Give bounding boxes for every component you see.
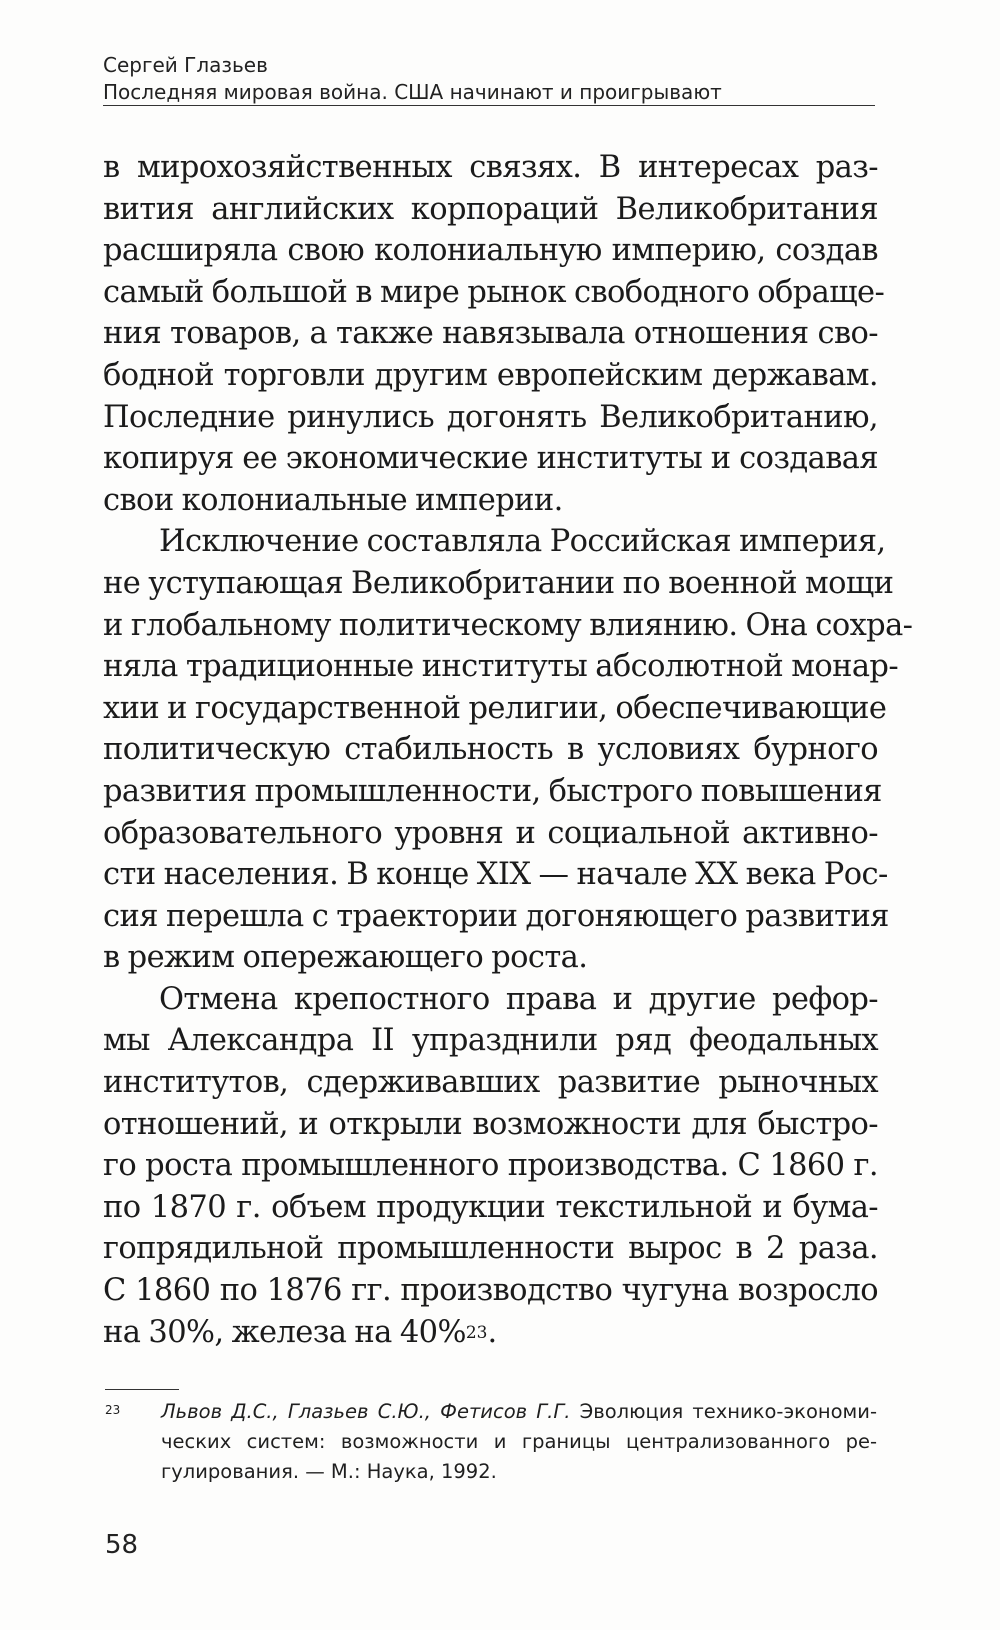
text-line-end: . [487, 1314, 497, 1350]
text-line-with-footnote [103, 1312, 878, 1354]
footnote-rule [105, 1389, 179, 1390]
footnote-number: 23 [105, 1403, 121, 1417]
text-line: не уступающая Великобритании по военной мощи [103, 565, 894, 601]
text-line: самый большой в мире рынок свободного обраще- [103, 274, 885, 310]
footnote-reference[interactable]: 23 [465, 1322, 488, 1343]
text-line: гопрядильной промышленности вырос в 2 раза. [103, 1231, 878, 1267]
text-line: бодной торговли другим европейским державам. [103, 357, 878, 393]
text-line: го роста промышленного производства. С 1860 г. [103, 1148, 878, 1184]
paragraph-1 [103, 147, 885, 521]
footnote-line [161, 1397, 877, 1427]
footnote-line: ческих систем: возможности и границы централизованного ре- [161, 1430, 877, 1453]
text-line: развития промышленности, быстрого повышения [103, 773, 882, 809]
text-line: в режим опережающего роста. [103, 940, 588, 976]
footnote-authors: Львов Д.С., Глазьев С.Ю., Фетисов Г.Г. [161, 1400, 571, 1423]
text-line: Последние ринулись догонять Великобританию, [103, 399, 878, 435]
text-line: по 1870 г. объем продукции текстильной и бума- [103, 1189, 878, 1225]
text-line: хии и государственной религии, обеспечивающие [103, 690, 887, 726]
page-number: 58 [105, 1530, 139, 1560]
text-line: копируя ее экономические институты и создавая [103, 441, 878, 477]
text-line: вития английских корпораций Великобритания [103, 191, 878, 227]
text-line: С 1860 по 1876 гг. производство чугуна возросло [103, 1273, 878, 1309]
footnote-line: гулирования. — М.: Наука, 1992. [161, 1460, 497, 1483]
text-line: и глобальному политическому влиянию. Она сохра- [103, 607, 913, 643]
text-line: расширяла свою колониальную империю, создав [103, 233, 878, 269]
running-head-author: Сергей Глазьев [103, 53, 268, 77]
text-line: сия перешла с траектории догоняющего развития [103, 898, 889, 934]
footnote [105, 1397, 877, 1487]
text-line: сти населения. В конце XIX — начале XX века Рос- [103, 857, 888, 893]
paragraph-2 [103, 521, 913, 979]
text-line: образовательного уровня и социальной активно- [103, 815, 878, 851]
running-head-book-title: Последняя мировая война. США начинают и проигрывают [103, 80, 722, 104]
text-line: институтов, сдерживавших развитие рыночных [103, 1065, 878, 1101]
text-line: политическую стабильность в условиях бурного [103, 732, 878, 768]
paragraph-3 [103, 979, 878, 1353]
text-line: Отмена крепостного права и другие рефор- [159, 981, 878, 1017]
text-line: мы Александра II упразднили ряд феодальных [103, 1023, 878, 1059]
text-line: в мирохозяйственных связях. В интересах раз- [103, 150, 878, 185]
running-head [103, 52, 875, 106]
text-line: няла традиционные институты абсолютной монар- [103, 649, 899, 685]
footnote-text: Эволюция технико-экономи- [570, 1400, 877, 1423]
text-line: свои колониальные империи. [103, 482, 563, 518]
text-line: отношений, и открыли возможности для быстро- [103, 1106, 878, 1142]
body-text [103, 147, 913, 1353]
text-line: Исключение составляла Российская империя, [159, 524, 886, 560]
footnote-body [161, 1397, 877, 1487]
text-line-text: на 30%, железа на 40% [103, 1314, 466, 1350]
text-line: ния товаров, а также навязывала отношения сво- [103, 316, 878, 352]
